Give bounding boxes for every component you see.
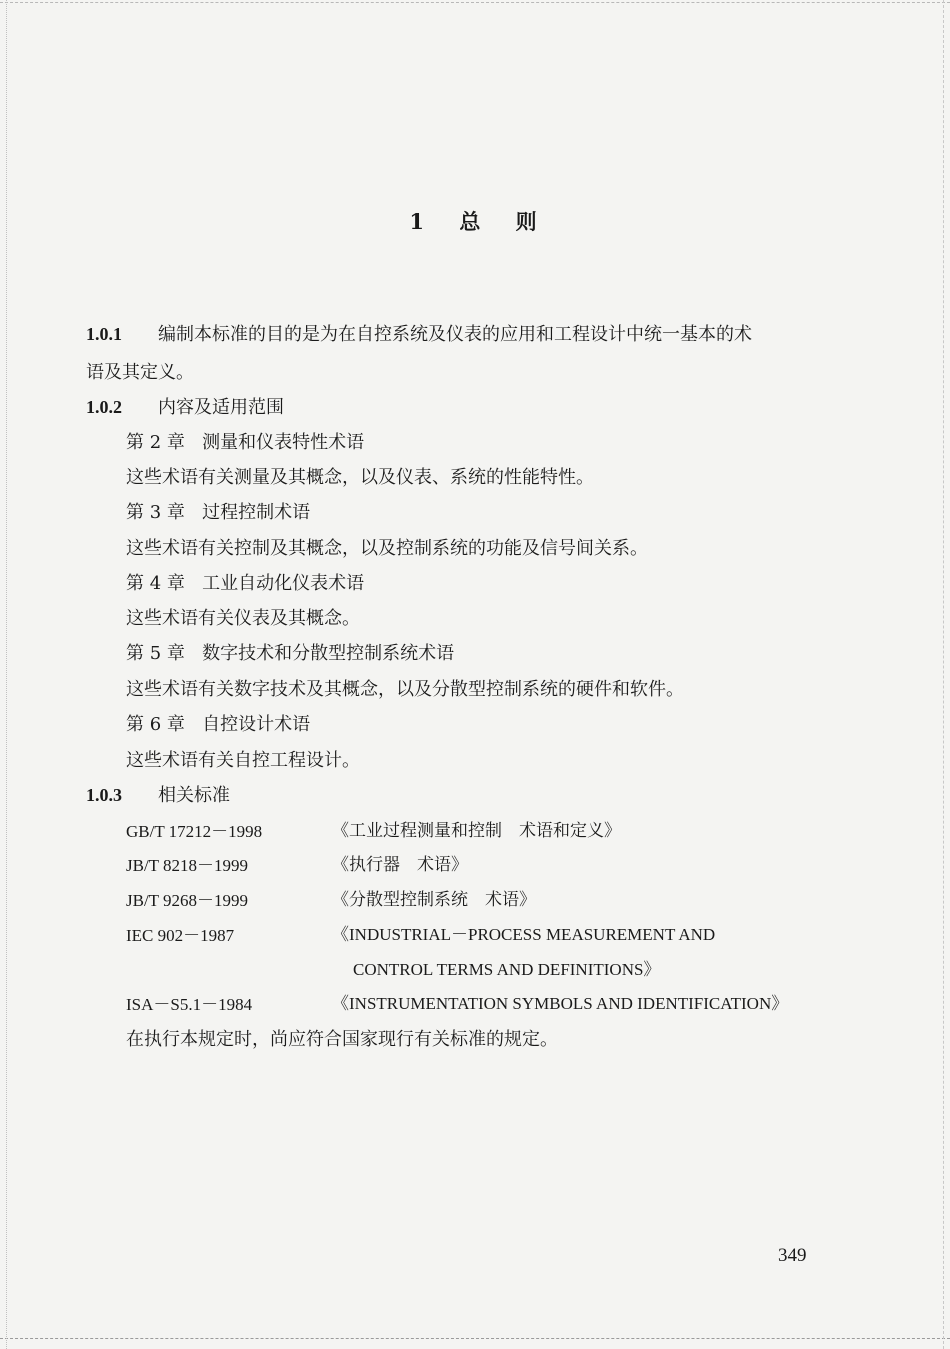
standard-title: 《分散型控制系统 术语》	[332, 890, 536, 910]
page-number: 349	[778, 1245, 807, 1266]
clause-number: 1.0.2	[86, 397, 122, 417]
clause-text: 编制本标准的目的是为在自控系统及仪表的应用和工程设计中统一基本的术	[158, 324, 752, 345]
clause-1-0-1-continued: 语及其定义。	[86, 362, 194, 383]
chapter-item-name: 过程控制术语	[202, 502, 311, 523]
scan-edge-bottom	[0, 1338, 950, 1339]
chapter-item-number: 第 2 章	[126, 432, 185, 453]
chapter-title-char-2: 则	[515, 209, 541, 234]
closing-note: 在执行本规定时，尚应符合国家现行有关标准的规定。	[126, 1029, 558, 1050]
chapter-item-description: 这些术语有关数字技术及其概念，以及分散型控制系统的硬件和软件。	[126, 679, 684, 700]
chapter-item	[126, 498, 310, 524]
chapter-item	[126, 710, 310, 736]
chapter-title-char-1: 总	[459, 209, 485, 234]
standard-title: 《INDUSTRIAL－PROCESS MEASUREMENT AND	[332, 925, 716, 944]
chapter-title	[0, 206, 950, 236]
chapter-item	[126, 428, 364, 454]
clause-heading: 相关标准	[158, 785, 230, 806]
clause-heading: 内容及适用范围	[158, 397, 284, 418]
chapter-item-description: 这些术语有关自控工程设计。	[126, 750, 360, 771]
standard-title: 《执行器 术语》	[332, 855, 468, 875]
chapter-item-name: 工业自动化仪表术语	[202, 573, 365, 594]
chapter-item-name: 测量和仪表特性术语	[202, 432, 365, 453]
standard-code: IEC 902－1987	[126, 926, 235, 945]
clause-1-0-3	[86, 781, 230, 807]
standard-title-continued: CONTROL TERMS AND DEFINITIONS》	[353, 960, 661, 979]
standard-code: ISA－S5.1－1984	[126, 995, 253, 1014]
clause-number: 1.0.1	[86, 324, 122, 344]
clause-number: 1.0.3	[86, 785, 122, 805]
chapter-number: 1	[409, 209, 428, 234]
scan-edge-top	[0, 2, 950, 3]
standard-title: 《INSTRUMENTATION SYMBOLS AND IDENTIFICATION》	[332, 994, 789, 1013]
clause-1-0-2	[86, 393, 284, 419]
chapter-item	[126, 569, 364, 595]
chapter-item-description: 这些术语有关测量及其概念，以及仪表、系统的性能特性。	[126, 467, 594, 488]
chapter-item-description: 这些术语有关控制及其概念，以及控制系统的功能及信号间关系。	[126, 538, 648, 559]
chapter-item-name: 数字技术和分散型控制系统术语	[202, 643, 455, 664]
chapter-item-number: 第 3 章	[126, 502, 185, 523]
scan-edge-right	[943, 0, 944, 1349]
standard-code: GB/T 17212－1998	[126, 822, 263, 841]
chapter-item	[126, 639, 454, 665]
chapter-item-number: 第 4 章	[126, 573, 185, 594]
clause-1-0-1	[86, 320, 752, 346]
chapter-item-number: 第 6 章	[126, 714, 185, 735]
chapter-item-number: 第 5 章	[126, 643, 185, 664]
standard-code: JB/T 9268－1999	[126, 891, 249, 910]
chapter-item-description: 这些术语有关仪表及其概念。	[126, 608, 360, 629]
standard-code: JB/T 8218－1999	[126, 856, 249, 875]
standard-title: 《工业过程测量和控制 术语和定义》	[332, 821, 621, 841]
chapter-item-name: 自控设计术语	[202, 714, 311, 735]
scan-edge-left	[6, 0, 7, 1349]
